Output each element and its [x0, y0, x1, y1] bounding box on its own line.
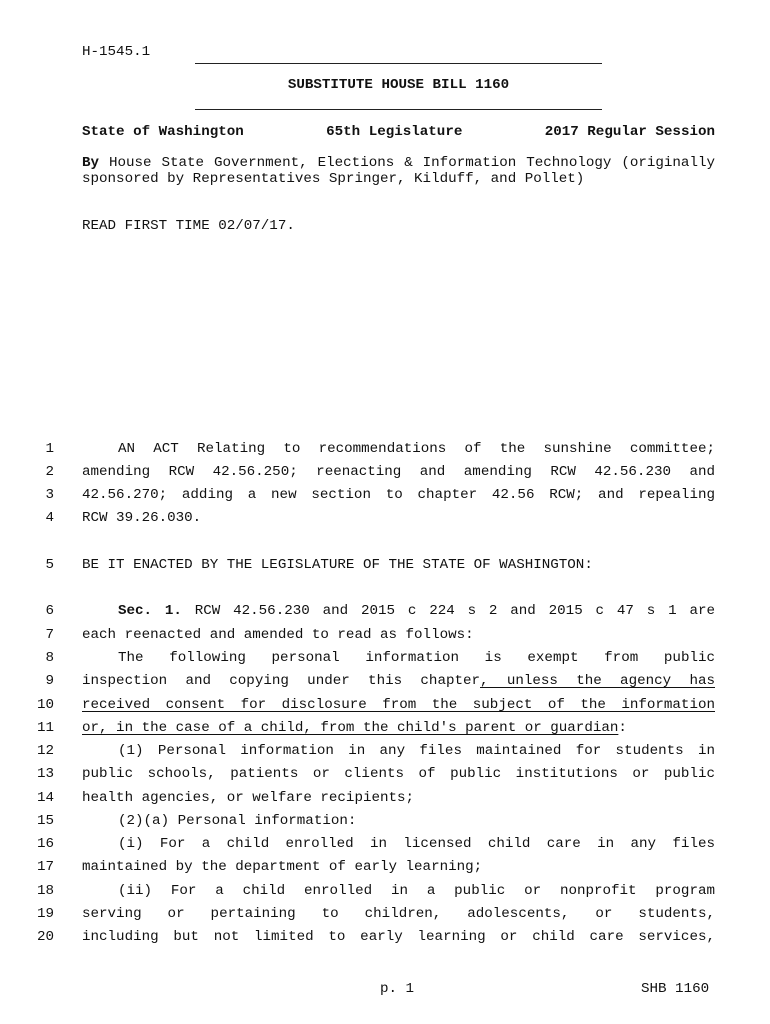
line-number: 13	[36, 766, 54, 782]
body-line	[0, 603, 770, 623]
line-number: 17	[36, 859, 54, 875]
line-number: 1	[45, 441, 54, 457]
line-text: (2)(a) Personal information:	[118, 813, 357, 829]
line-number: 2	[45, 464, 54, 480]
bill-draft-id: H-1545.1	[82, 44, 151, 60]
read-first-time: READ FIRST TIME 02/07/17.	[82, 218, 295, 234]
line-text: health agencies, or welfare recipients;	[82, 790, 415, 806]
sponsor-paragraph	[82, 155, 715, 187]
body-line	[0, 883, 770, 903]
line-number: 7	[45, 627, 54, 643]
line-text	[82, 697, 715, 713]
line-number: 6	[45, 603, 54, 619]
line-text: (i) For a child enrolled in licensed child care in any files	[118, 836, 715, 852]
body-line	[0, 510, 770, 530]
line-number: 3	[45, 487, 54, 503]
state-label: State of Washington	[82, 124, 244, 140]
body-line	[0, 464, 770, 484]
text-plain: :	[618, 720, 627, 736]
body-line	[0, 929, 770, 949]
inserted-text: , unless the agency has	[480, 673, 715, 689]
line-text: public schools, patients or clients of public institutions or public	[82, 766, 715, 782]
line-text	[82, 720, 715, 736]
body-line	[0, 673, 770, 693]
line-number: 8	[45, 650, 54, 666]
body-line	[0, 906, 770, 926]
body-line	[0, 627, 770, 647]
section-heading: Sec. 1.	[118, 603, 182, 619]
text-plain: inspection and copying under this chapter	[82, 673, 481, 689]
line-number: 20	[36, 929, 54, 945]
line-text	[82, 673, 715, 689]
body-line	[0, 557, 770, 577]
line-text: amending RCW 42.56.250; reenacting and amending RCW 42.56.230 and	[82, 464, 715, 480]
session-label: 2017 Regular Session	[544, 124, 715, 140]
line-text: 42.56.270; adding a new section to chapter 42.56 RCW; and repealing	[82, 487, 715, 503]
line-text: serving or pertaining to children, adolescents, or students,	[82, 906, 715, 922]
line-number: 19	[36, 906, 54, 922]
header-rule-top	[195, 63, 602, 64]
line-text: The following personal information is exempt from public	[118, 650, 715, 666]
footer-bill-id: SHB 1160	[641, 981, 710, 997]
line-number: 18	[36, 883, 54, 899]
body-line	[0, 836, 770, 856]
body-line	[0, 766, 770, 786]
line-number: 9	[45, 673, 54, 689]
line-text: maintained by the department of early learning;	[82, 859, 483, 875]
line-number: 15	[36, 813, 54, 829]
line-number: 12	[36, 743, 54, 759]
line-text: AN ACT Relating to recommendations of the sunshine committee;	[118, 441, 715, 457]
body-line	[0, 743, 770, 763]
sponsor-by-label: By	[82, 155, 100, 171]
body-line	[0, 790, 770, 810]
body-line	[0, 697, 770, 717]
body-line	[0, 441, 770, 461]
sponsor-text: House State Government, Elections & Information Technology (originally sponsored by Representatives Springer, Kilduff, and Pollet)	[82, 155, 715, 187]
line-text: including but not limited to early learning or child care services,	[82, 929, 715, 945]
line-number: 16	[36, 836, 54, 852]
body-line	[0, 813, 770, 833]
bill-title: SUBSTITUTE HOUSE BILL 1160	[287, 77, 510, 93]
line-text: BE IT ENACTED BY THE LEGISLATURE OF THE STATE OF WASHINGTON:	[82, 557, 593, 573]
line-number: 14	[36, 790, 54, 806]
line-text: each reenacted and amended to read as follows:	[82, 627, 474, 643]
line-text: (ii) For a child enrolled in a public or nonprofit program	[118, 883, 715, 899]
line-text: (1) Personal information in any files maintained for students in	[118, 743, 715, 759]
inserted-text: or, in the case of a child, from the child's parent or guardian	[82, 720, 619, 736]
body-line	[0, 487, 770, 507]
bill-meta-row	[82, 124, 715, 140]
line-text: RCW 39.26.030.	[82, 510, 202, 526]
line-number: 11	[36, 720, 54, 736]
header-rule-bottom	[195, 109, 602, 110]
legislature-label: 65th Legislature	[326, 124, 463, 140]
line-number: 5	[45, 557, 54, 573]
section-text: RCW 42.56.230 and 2015 c 224 s 2 and 2015 c 47 s 1 are	[181, 603, 715, 619]
body-line	[0, 650, 770, 670]
inserted-text: received consent for disclosure from the subject of the information	[82, 697, 715, 713]
line-number: 10	[36, 697, 54, 713]
line-text	[82, 603, 715, 619]
body-line	[0, 720, 770, 740]
page-number: p. 1	[380, 981, 415, 997]
line-number: 4	[45, 510, 54, 526]
body-line	[0, 859, 770, 879]
